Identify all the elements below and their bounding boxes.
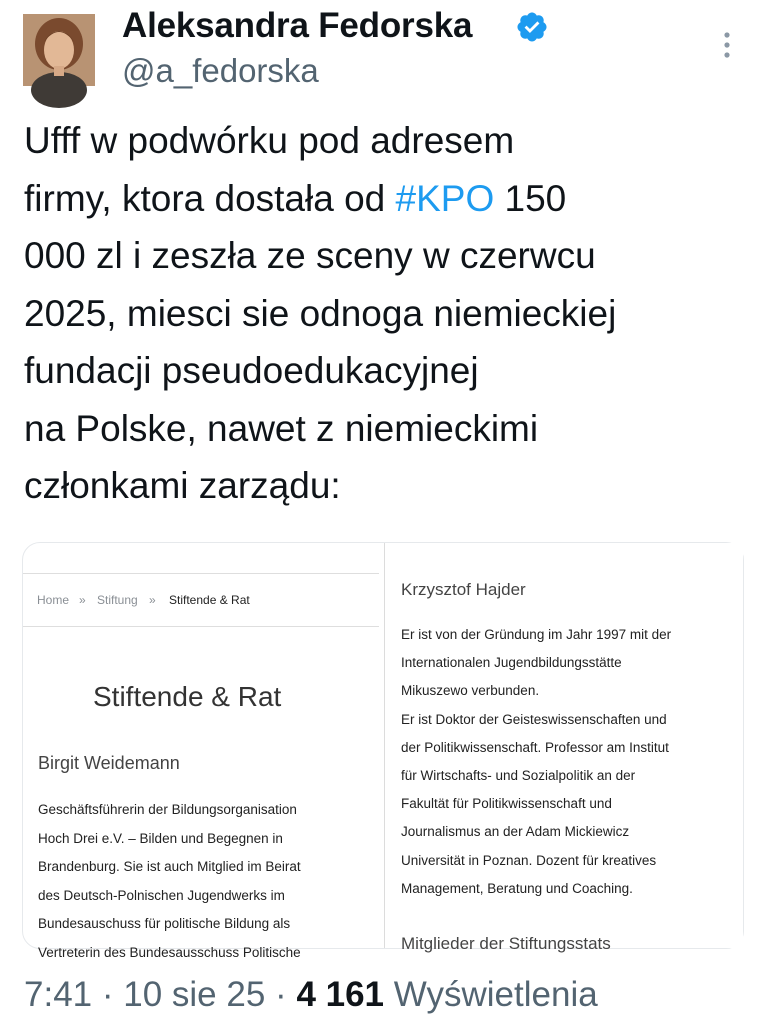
page-title: Stiftende & Rat xyxy=(93,681,282,712)
bio-line: Er ist Doktor der Geisteswissenschaften und xyxy=(401,711,667,727)
media-left-panel xyxy=(23,543,379,960)
media-right-panel xyxy=(389,543,743,953)
tweet-line: członkami zarządu: xyxy=(24,465,341,506)
person-name: Birgit Weidemann xyxy=(38,753,180,773)
breadcrumb-home: Home xyxy=(37,593,70,607)
bio-line: Management, Beratung und Coaching. xyxy=(401,880,633,896)
breadcrumb-separator: » xyxy=(79,593,86,607)
bio-line: der Politikwissenschaft. Professor am Institut xyxy=(401,739,669,755)
media-divider xyxy=(384,543,385,948)
profile-photo-icon xyxy=(23,14,95,86)
bio-line: des Deutsch-Polnischen Jugendwerks im xyxy=(38,887,285,903)
bio-line: Geschäftsführerin der Bildungsorganisation xyxy=(38,802,297,817)
verified-badge-icon xyxy=(515,10,549,44)
bio-line: für Wirtschafts- und Sozialpolitik an der xyxy=(401,768,636,784)
bio-line: Fakultät für Politikwissenschaft und xyxy=(401,796,612,812)
tweet-line: Ufff w podwórku pod adresem xyxy=(24,120,515,161)
tweet-header xyxy=(0,0,765,110)
bio-line: Universität in Poznan. Dozent für kreatives xyxy=(401,852,657,868)
bio-line: Er ist von der Gründung im Jahr 1997 mit der xyxy=(401,627,672,642)
person-bio xyxy=(401,621,671,903)
tweet-line: 000 zl i zeszła ze sceny w czerwcu xyxy=(24,235,596,276)
more-options-icon[interactable] xyxy=(712,28,742,62)
author-handle[interactable]: @a_fedorska xyxy=(122,52,319,89)
meta-separator: · xyxy=(101,975,114,1014)
tweet-time[interactable]: 7:41 xyxy=(24,975,93,1014)
meta-separator: · xyxy=(275,975,287,1014)
author-display-name[interactable]: Aleksandra Fedorska xyxy=(122,6,473,45)
bio-line: Hoch Drei e.V. – Bilden und Begegnen in xyxy=(38,830,283,846)
breadcrumb-current: Stiftende & Rat xyxy=(169,593,250,607)
bio-line: Vertreterin des Bundesausschuss Politische xyxy=(38,944,301,960)
tweet-text xyxy=(24,112,754,515)
tweet-line: fundacji pseudoedukacyjnej xyxy=(24,350,479,391)
author-avatar[interactable] xyxy=(23,14,95,86)
breadcrumb-parent: Stiftung xyxy=(97,593,138,607)
tweet-line: firmy, ktora dostała od #KPO 150 xyxy=(24,177,567,219)
section-heading: Mitglieder der Stiftungsstats xyxy=(401,934,611,953)
tweet-line: na Polske, nawet z niemieckimi xyxy=(24,407,539,449)
bio-line: Brandenburg. Sie ist auch Mitglied im Beirat xyxy=(38,859,301,874)
tweet-date[interactable]: 10 sie 25 xyxy=(123,975,266,1014)
bio-line: Journalismus an der Adam Mickiewicz xyxy=(401,824,630,840)
tweet-meta xyxy=(24,975,598,1015)
person-bio xyxy=(38,796,301,967)
breadcrumb-separator: » xyxy=(149,593,156,607)
person-name: Krzysztof Hajder xyxy=(401,580,526,599)
bio-line: Mikuszewo verbunden. xyxy=(401,683,540,699)
tweet-media-image[interactable] xyxy=(22,542,744,960)
hashtag-link[interactable]: #KPO xyxy=(395,177,495,219)
breadcrumb xyxy=(23,573,379,627)
views-label: Wyświetlenia xyxy=(393,975,598,1014)
views-count: 4 161 xyxy=(296,975,385,1014)
bio-line: Internationalen Jugendbildungsstätte xyxy=(401,655,622,671)
bio-line: Bundesauschuss für politische Bildung als xyxy=(38,916,291,931)
tweet-line: 2025, miesci sie odnoga niemieckiej xyxy=(24,292,617,334)
